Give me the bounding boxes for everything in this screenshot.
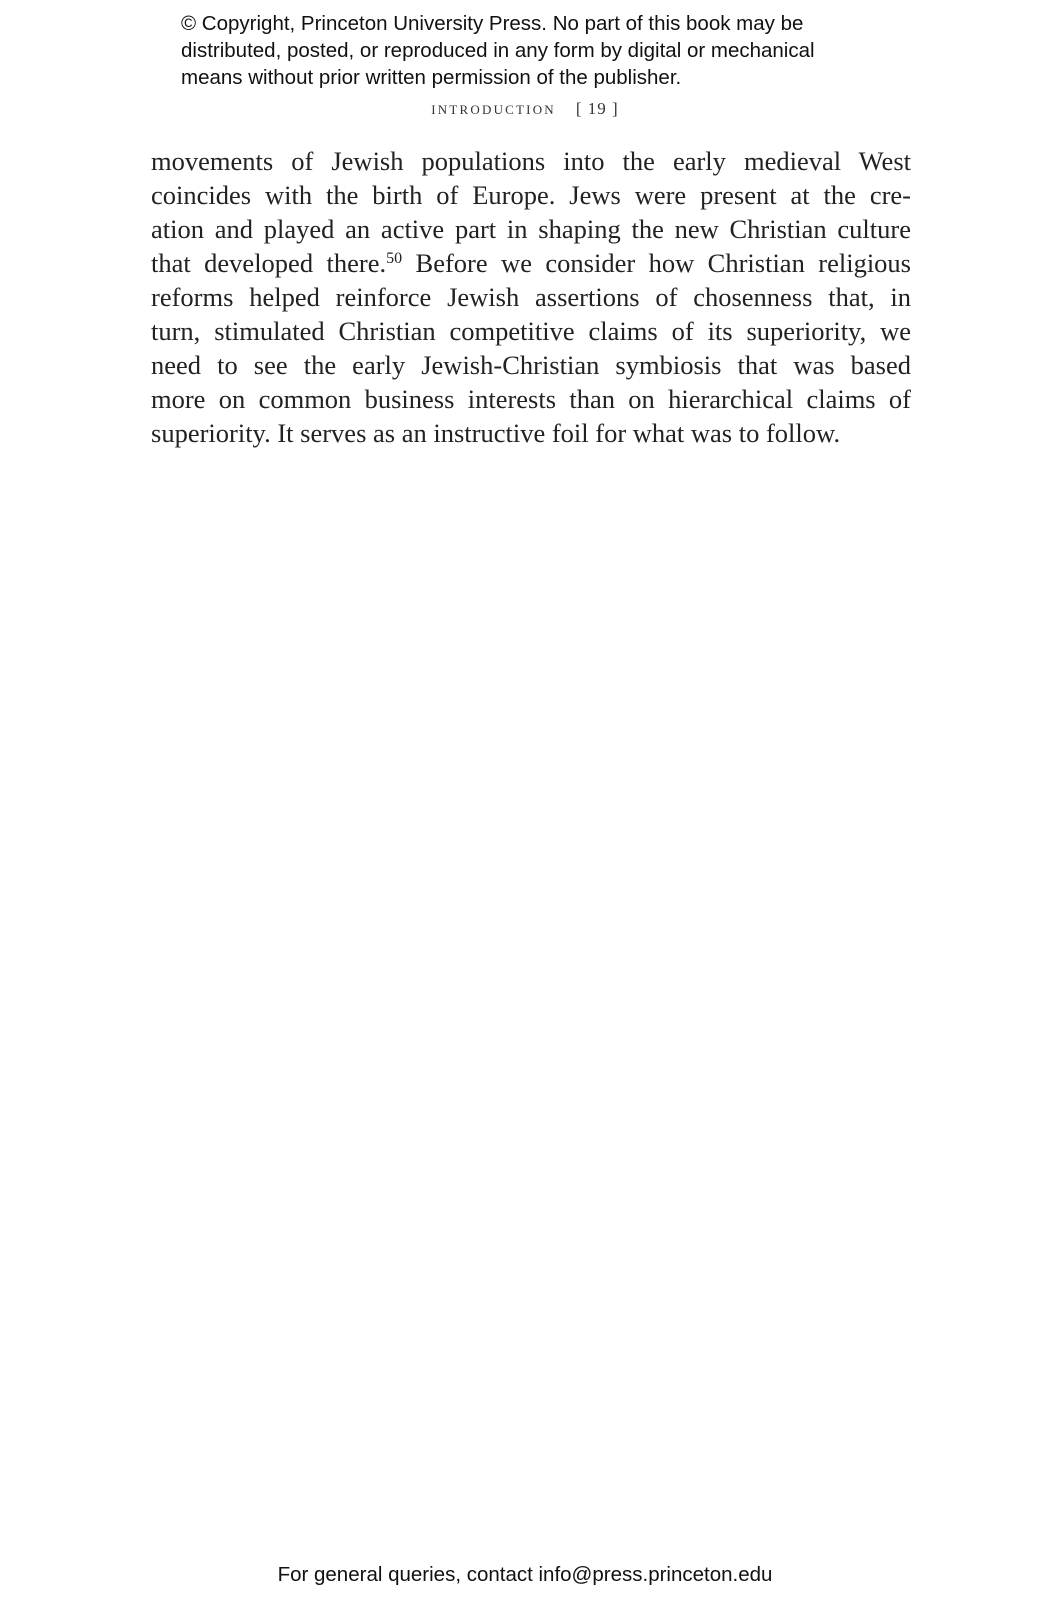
text-line: coincides with the birth of Europe. Jews were present at the cre- [151,180,911,210]
text-line: superiority. It serves as an instructive foil for what was to follow. [151,418,841,448]
copyright-notice [181,10,941,91]
text-segment: Before we consider how Christian religious [402,248,911,278]
page-number: [ 19 ] [575,99,619,118]
text-line: more on common business interests than on hierarchical claims of [151,384,911,414]
running-head [0,98,1050,120]
text-line: movements of Jewish populations into the early medieval West [151,146,911,176]
footer-contact: For general queries, contact info@press.princeton.edu [277,1563,773,1586]
text-segment: that developed there. [151,248,387,278]
text-line: turn, stimulated Christian competitive claims of its superiority, we [151,316,911,346]
body-paragraph [151,144,911,450]
text-line: reforms helped reinforce Jewish assertions of chosenness that, in [151,282,911,312]
copyright-line: distributed, posted, or reproduced in any form by digital or mechanical [181,39,815,62]
text-line: need to see the early Jewish-Christian symbiosis that was based [151,350,911,380]
text-line: ation and played an active part in shaping the new Christian culture [151,214,911,244]
section-title: introduction [431,98,556,119]
copyright-line: © Copyright, Princeton University Press. No part of this book may be [181,12,804,35]
text-line [151,246,911,280]
footnote-reference[interactable]: 50 [386,250,403,267]
copyright-line: means without prior written permission of the publisher. [181,66,682,89]
